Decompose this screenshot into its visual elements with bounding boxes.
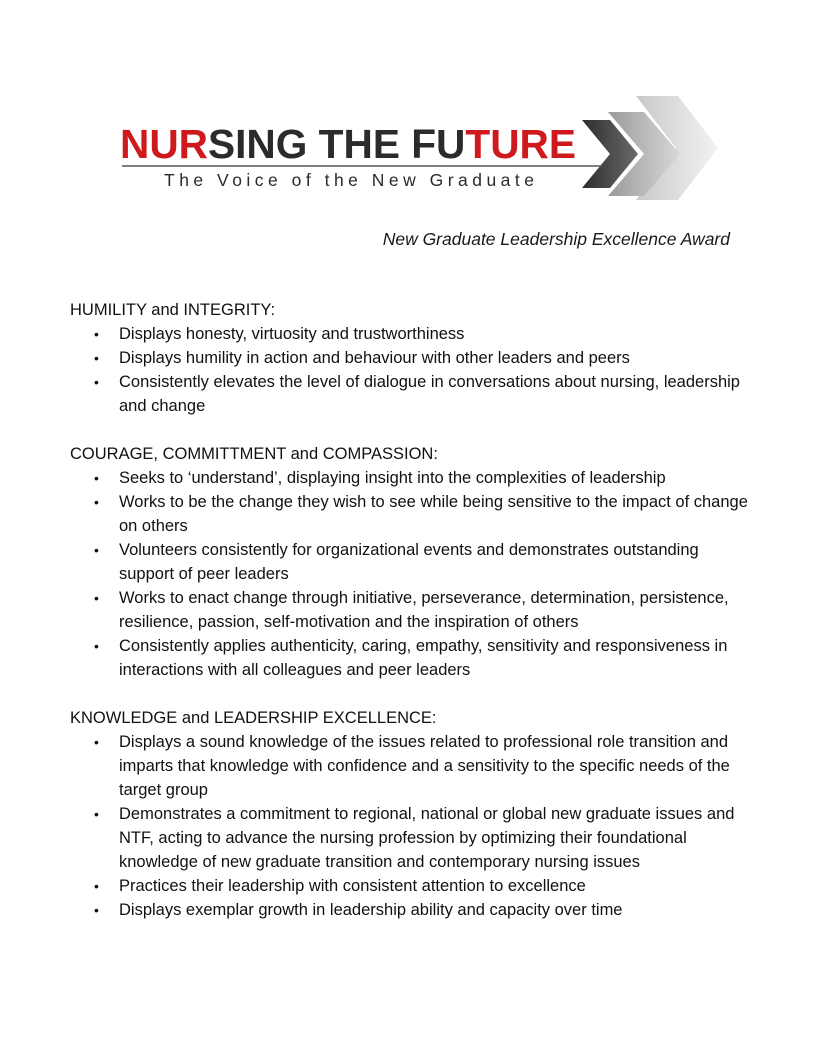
- logo-graphic: [116, 90, 722, 212]
- list-item-text: Consistently elevates the level of dialogue in conversations about nursing, leadership and change: [119, 373, 740, 415]
- bullet-icon: •: [94, 806, 99, 822]
- logo-title: NURSING THE FUTURE: [120, 121, 578, 167]
- nursing-the-future-logo: [116, 90, 722, 212]
- list-item: [70, 802, 750, 874]
- bullet-icon: •: [94, 542, 99, 558]
- list-item: [70, 322, 750, 346]
- section-heading: COURAGE, COMMITTMENT and COMPASSION:: [70, 445, 438, 463]
- bullet-icon: •: [94, 878, 99, 894]
- list-item: [70, 490, 750, 538]
- list-item: [70, 634, 750, 682]
- list-item-text: Displays exemplar growth in leadership ability and capacity over time: [119, 901, 623, 919]
- bullet-icon: •: [94, 902, 99, 918]
- list-item: [70, 346, 750, 370]
- bullet-icon: •: [94, 350, 99, 366]
- list-item-text: Works to enact change through initiative, perseverance, determination, persistence, resilience, passion, self-motivation and the inspiration of others: [119, 589, 729, 631]
- criteria-list: [70, 730, 750, 922]
- section-humility-integrity: [70, 298, 750, 418]
- list-item: [70, 874, 750, 898]
- bullet-icon: •: [94, 638, 99, 654]
- list-item: [70, 370, 750, 418]
- list-item-text: Displays a sound knowledge of the issues related to professional role transition and imparts that knowledge with confidence and a sensitivity to the specific needs of the target group: [119, 733, 730, 799]
- bullet-icon: •: [94, 734, 99, 750]
- list-item: [70, 466, 750, 490]
- section-heading: HUMILITY and INTEGRITY:: [70, 301, 276, 319]
- logo-tagline: The Voice of the New Graduate: [164, 170, 534, 190]
- list-item: [70, 586, 750, 634]
- list-item-text: Demonstrates a commitment to regional, national or global new graduate issues and NTF, acting to advance the nursing profession by optimizing their foundational knowledge of new graduate transition and contemporary nursing issues: [119, 805, 735, 871]
- section-knowledge-leadership-excellence: [70, 706, 750, 922]
- criteria-content: [70, 298, 750, 946]
- list-item-text: Practices their leadership with consistent attention to excellence: [119, 877, 586, 895]
- list-item-text: Volunteers consistently for organizational events and demonstrates outstanding support of peer leaders: [119, 541, 699, 583]
- list-item-text: Displays honesty, virtuosity and trustworthiness: [119, 325, 465, 343]
- criteria-list: [70, 322, 750, 418]
- list-item-text: Seeks to ‘understand’, displaying insight into the complexities of leadership: [119, 469, 666, 487]
- award-title: New Graduate Leadership Excellence Award: [382, 229, 730, 249]
- list-item: [70, 898, 750, 922]
- list-item-text: Displays humility in action and behaviour with other leaders and peers: [119, 349, 630, 367]
- list-item-text: Works to be the change they wish to see while being sensitive to the impact of change on others: [119, 493, 748, 535]
- bullet-icon: •: [94, 470, 99, 486]
- section-heading: KNOWLEDGE and LEADERSHIP EXCELLENCE:: [70, 709, 437, 727]
- list-item-text: Consistently applies authenticity, caring, empathy, sensitivity and responsiveness in interactions with all colleagues and peer leaders: [119, 637, 728, 679]
- section-courage-commitment-compassion: [70, 442, 750, 682]
- criteria-list: [70, 466, 750, 682]
- bullet-icon: •: [94, 374, 99, 390]
- list-item: [70, 730, 750, 802]
- list-item: [70, 538, 750, 586]
- bullet-icon: •: [94, 590, 99, 606]
- bullet-icon: •: [94, 326, 99, 342]
- bullet-icon: •: [94, 494, 99, 510]
